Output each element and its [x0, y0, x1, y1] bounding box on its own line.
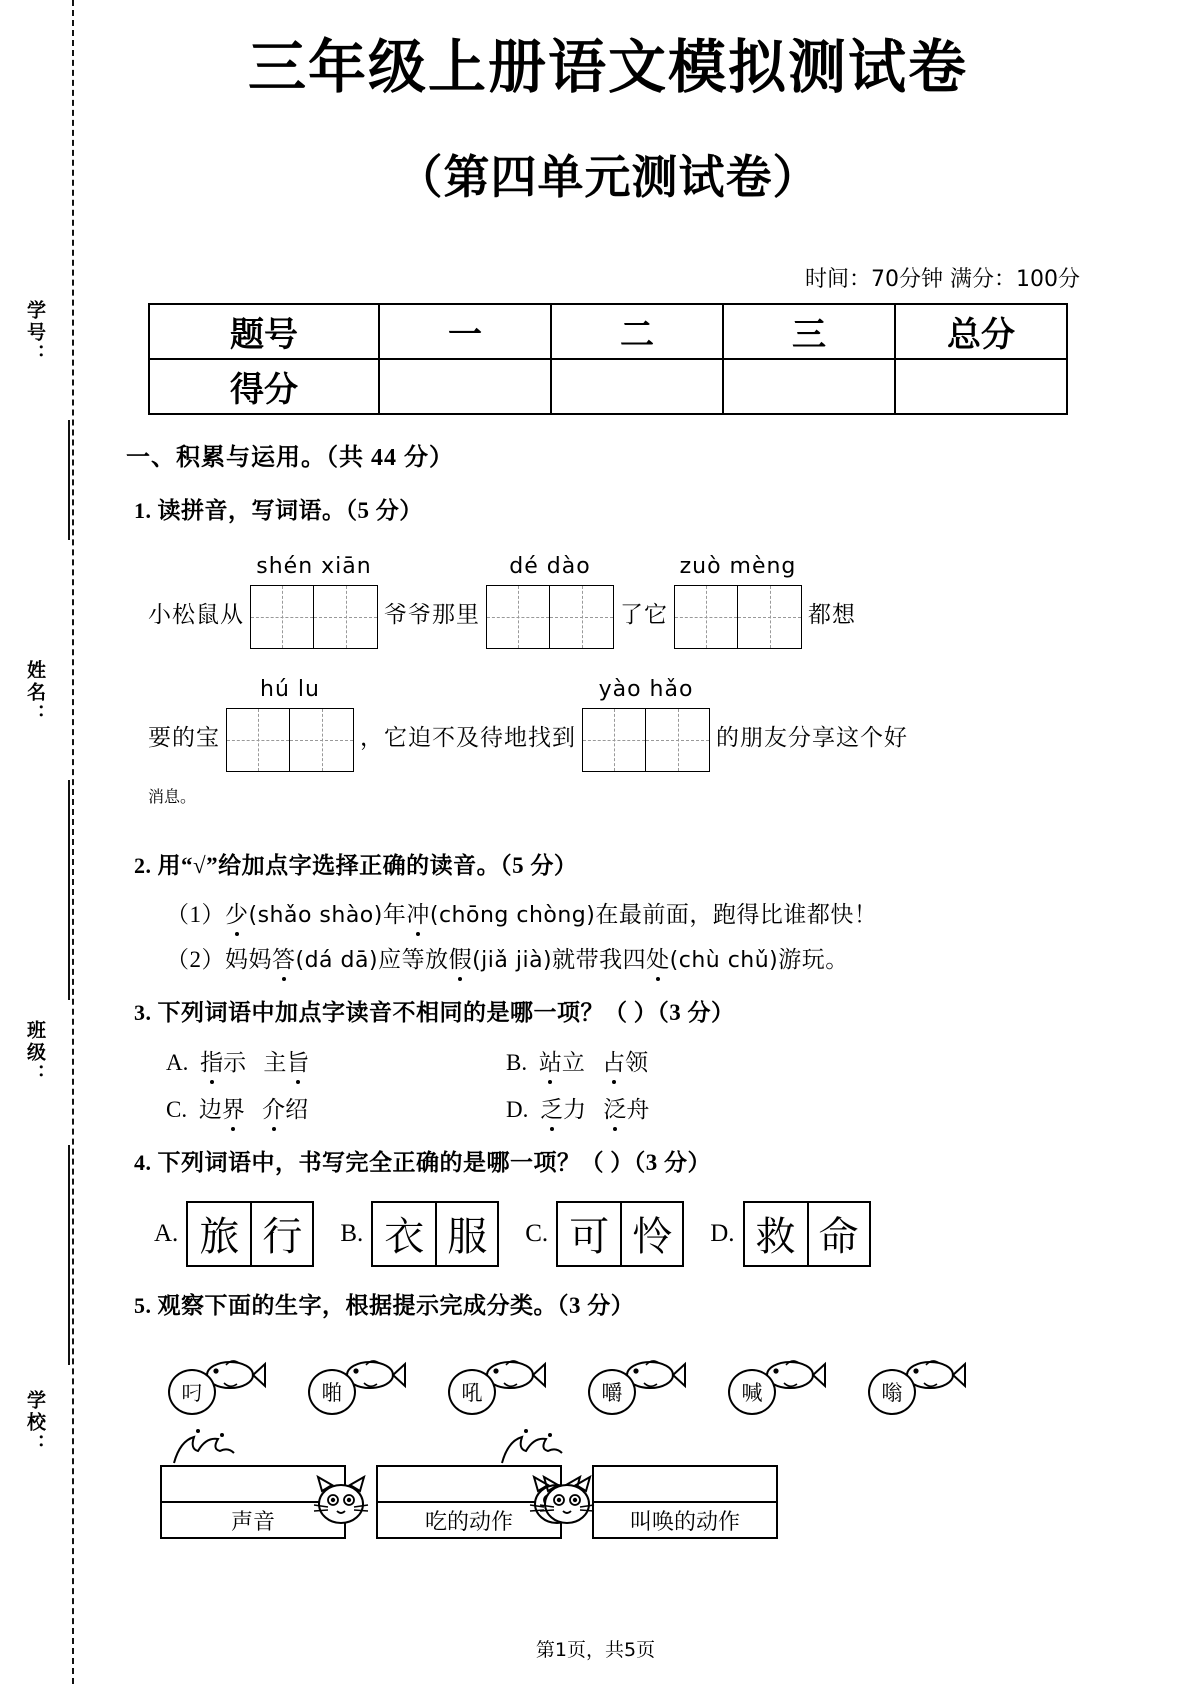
question-4-choice-A[interactable] [154, 1201, 314, 1267]
q1-l2-text-0: 要的宝 [148, 725, 220, 751]
score-col-total: 总分 [895, 304, 1067, 359]
question-3-number: 3. [134, 999, 152, 1025]
question-3-stem: 下列词语中加点字读音不相同的是哪一项？（ ）（3 分） [157, 999, 735, 1025]
question-4-stem: 下列词语中，书写完全正确的是哪一项？（ ）（3 分） [157, 1150, 711, 1176]
option-label: A. [166, 1050, 195, 1076]
sentence-text: 就带我四 [552, 946, 647, 972]
bubble-char: 叼 [168, 1369, 216, 1415]
tianzige-grid[interactable] [486, 585, 614, 649]
word-char: 边 [198, 1097, 222, 1123]
fish-bubble-item[interactable] [580, 1347, 720, 1419]
pinyin-choice[interactable]: (dá dā) [295, 947, 379, 973]
dotted-char: 处 [646, 941, 670, 974]
question-5-fish-bubbles [160, 1347, 1108, 1419]
margin-label-school: 学校： [24, 1390, 46, 1456]
fish-bubble-item[interactable] [720, 1347, 860, 1419]
exam-page [108, 0, 1108, 1684]
category-label: 叫唤的动作 [629, 1509, 740, 1535]
question-5 [134, 1289, 1108, 1324]
cat-icon [536, 1471, 598, 1533]
score-col-3: 三 [723, 304, 895, 359]
word-char: 主 [263, 1050, 287, 1076]
margin-label-student-id: 学号： [24, 300, 46, 366]
word-box-char: 旅 [199, 1214, 240, 1261]
tianzige-cell[interactable] [226, 708, 290, 772]
sub-item-label: （2） [166, 946, 225, 972]
question-3-option-row [166, 1044, 1108, 1077]
question-1-number: 1. [134, 497, 152, 523]
tianzige-cell[interactable] [646, 708, 710, 772]
word-spacer [246, 1050, 263, 1075]
word-spacer [586, 1097, 603, 1122]
score-cell-3[interactable] [723, 359, 895, 414]
option-label: B. [506, 1050, 533, 1076]
word-char: 力 [563, 1097, 587, 1123]
question-2-number: 2. [134, 853, 152, 879]
score-cell-total[interactable] [895, 359, 1067, 414]
pinyin-choice[interactable]: (chù chǔ) [669, 947, 779, 973]
pinyin-label: hú lu [260, 677, 320, 703]
word-char: 领 [625, 1050, 649, 1076]
splash-icon [168, 1427, 238, 1472]
tianzige-cell[interactable] [582, 708, 646, 772]
sentence-text: 游玩。 [778, 946, 849, 972]
page-footer: 第1页，共5页 [535, 1639, 656, 1661]
dotted-char: 站 [539, 1044, 562, 1077]
question-5-category-boxes [160, 1431, 1108, 1541]
option-word [602, 1050, 648, 1075]
sentence-text: 应等放 [378, 946, 449, 972]
question-1-line-3: 消息。 [148, 789, 197, 807]
category-group [376, 1431, 562, 1541]
bubble-char: 啪 [308, 1369, 356, 1415]
pinyin-choice[interactable]: (chōng chòng) [429, 902, 596, 928]
choice-label: C. [525, 1219, 549, 1247]
question-1 [134, 494, 1108, 529]
fish-bubble-item[interactable] [440, 1347, 580, 1419]
option-C[interactable] [166, 1091, 506, 1124]
dotted-char: 假 [449, 941, 473, 974]
option-word [540, 1097, 586, 1122]
margin-rule-1 [68, 420, 70, 540]
category-label: 吃的动作 [424, 1509, 513, 1535]
word-box-char: 命 [807, 1203, 869, 1265]
pinyin-label: yào hǎo [598, 677, 694, 703]
option-word [262, 1097, 308, 1122]
splash-icon [168, 1427, 238, 1467]
question-3-option-row [166, 1091, 1108, 1124]
q1-l1-grid-3[interactable] [486, 554, 614, 649]
margin-label-name: 姓名： [24, 660, 46, 726]
dotted-char: 占 [602, 1044, 625, 1077]
q1-l2-grid-3[interactable] [582, 677, 710, 772]
pinyin-label: zuò mèng [679, 554, 797, 580]
pinyin-label: dé dào [509, 554, 591, 580]
bubble-char: 嚼 [588, 1369, 636, 1415]
dotted-char: 冲 [406, 896, 430, 929]
choice-label: B. [340, 1219, 364, 1247]
question-3 [134, 996, 1108, 1031]
dotted-char: 少 [225, 896, 249, 929]
cat-icon [310, 1471, 372, 1533]
fish-bubble-item[interactable] [860, 1347, 1000, 1419]
question-5-number: 5. [134, 1292, 152, 1318]
word-char: 示 [223, 1050, 247, 1076]
bubble-char: 嗡 [868, 1369, 916, 1415]
sub-item-label: （1） [166, 901, 225, 927]
word-box [743, 1201, 871, 1267]
margin-rule-3 [68, 1145, 70, 1365]
pinyin-choice[interactable]: (shǎo shào) [248, 902, 383, 928]
option-B[interactable] [506, 1044, 846, 1077]
q1-l1-text-2: 爷爷那里 [384, 602, 480, 628]
tianzige-grid[interactable] [674, 585, 802, 649]
choice-label: A. [154, 1219, 179, 1247]
section-heading: 一、积累与运用。（共 44 分） [126, 444, 454, 471]
tianzige-cell[interactable] [486, 585, 550, 649]
question-2-item-2[interactable] [166, 941, 1108, 974]
page-title: 三年级上册语文模拟测试卷 [247, 33, 968, 101]
dotted-char: 答 [272, 941, 296, 974]
fish-bubble-item[interactable] [160, 1347, 300, 1419]
option-A[interactable] [166, 1044, 506, 1077]
cat-icon [310, 1471, 372, 1538]
tianzige-cell[interactable] [314, 585, 378, 649]
word-char: 舟 [626, 1097, 650, 1123]
question-5-stem: 观察下面的生字，根据提示完成分类。（3 分） [157, 1292, 635, 1318]
option-word [539, 1050, 585, 1075]
category-label: 声音 [230, 1509, 275, 1535]
fish-bubble-item[interactable] [300, 1347, 440, 1419]
margin-labels [22, 0, 74, 1684]
word-box [186, 1201, 314, 1267]
cat-icon [536, 1471, 598, 1538]
q1-l2-text-2: ，它迫不及待地找到 [360, 725, 576, 751]
question-2-item-1[interactable] [166, 896, 1108, 929]
tianzige-cell[interactable] [738, 585, 802, 649]
option-word [603, 1097, 649, 1122]
category-group [160, 1431, 346, 1541]
word-box-char: 救 [755, 1214, 796, 1261]
question-2-stem: 用“√”给加点字选择正确的读音。（5 分） [157, 853, 578, 879]
question-4-choice-C[interactable] [525, 1201, 684, 1267]
q1-l1-text-4: 了它 [620, 602, 668, 628]
pinyin-label: shén xiān [256, 554, 372, 580]
word-box-char: 行 [250, 1203, 312, 1265]
pinyin-choice[interactable]: (jiǎ jià) [472, 947, 553, 973]
q1-l1-text-6: 都想 [808, 602, 856, 628]
sentence-text: 年 [382, 901, 407, 927]
q1-l2-grid-1[interactable] [226, 677, 354, 772]
question-1-stem: 读拼音，写词语。（5 分） [157, 497, 423, 523]
table-row-score [149, 359, 1067, 414]
score-cell-2[interactable] [551, 359, 723, 414]
category-answer-area[interactable] [594, 1467, 776, 1503]
tianzige-grid[interactable] [250, 585, 378, 649]
dotted-char: 乏 [540, 1091, 563, 1124]
tianzige-grid[interactable] [582, 708, 710, 772]
page-subtitle: （第四单元测试卷） [396, 149, 820, 204]
word-box-char: 可 [569, 1214, 610, 1261]
word-spacer [245, 1097, 262, 1122]
question-4-choices [154, 1201, 1108, 1267]
bubble-char: 喊 [728, 1369, 776, 1415]
question-2 [134, 849, 1108, 884]
dotted-char: 泛 [603, 1091, 626, 1124]
question-3-options [108, 1044, 1108, 1124]
option-word [199, 1097, 245, 1122]
bubble-char: 吼 [448, 1369, 496, 1415]
dotted-char: 介 [262, 1091, 285, 1124]
score-col-1: 一 [379, 304, 551, 359]
dotted-char: 旨 [286, 1044, 309, 1077]
option-word [200, 1050, 246, 1075]
question-4-choice-D[interactable] [710, 1201, 870, 1267]
q1-l1-grid-1[interactable] [250, 554, 378, 649]
option-word [263, 1050, 309, 1075]
question-1-line-1 [148, 554, 1108, 649]
tianzige-cell[interactable] [550, 585, 614, 649]
word-box-char: 衣 [384, 1214, 425, 1261]
sentence-text: 妈妈 [225, 946, 272, 972]
word-box-char: 服 [435, 1203, 497, 1265]
question-1-writing-area [108, 554, 1108, 827]
option-label: C. [166, 1097, 193, 1123]
score-col-2: 二 [551, 304, 723, 359]
score-row-label-tihao: 题号 [149, 304, 379, 359]
word-char: 立 [561, 1050, 585, 1076]
word-box [371, 1201, 499, 1267]
question-4-number: 4. [134, 1150, 152, 1176]
choice-label: D. [710, 1219, 735, 1247]
splash-icon [496, 1427, 566, 1472]
option-label: D. [506, 1097, 535, 1123]
table-row-header [149, 304, 1067, 359]
option-D[interactable] [506, 1091, 846, 1124]
question-4-choice-B[interactable] [340, 1201, 499, 1267]
category-group [592, 1431, 778, 1541]
tianzige-cell[interactable] [674, 585, 738, 649]
word-spacer [585, 1050, 602, 1075]
exam-meta: 时间：70分钟 满分：100分 [805, 266, 1080, 292]
score-table [148, 303, 1068, 415]
word-box-char: 怜 [620, 1203, 682, 1265]
score-row-label-defen: 得分 [149, 359, 379, 414]
score-cell-1[interactable] [379, 359, 551, 414]
margin-rule-2 [68, 780, 70, 1000]
question-1-line-2 [148, 677, 1108, 772]
tianzige-grid[interactable] [226, 708, 354, 772]
sentence-text: 在最前面，跑得比谁都快！ [595, 901, 878, 927]
q1-l1-text-0: 小松鼠从 [148, 602, 244, 628]
q1-l1-grid-5[interactable] [674, 554, 802, 649]
q1-l2-text-4: 的朋友分享这个好 [716, 725, 908, 751]
margin-label-class: 班级： [24, 1020, 46, 1086]
question-4 [134, 1146, 1108, 1181]
tianzige-cell[interactable] [250, 585, 314, 649]
word-char: 绍 [285, 1097, 309, 1123]
dotted-char: 界 [222, 1091, 245, 1124]
dotted-char: 指 [200, 1044, 223, 1077]
tianzige-cell[interactable] [290, 708, 354, 772]
category-box[interactable] [592, 1465, 778, 1539]
word-box [556, 1201, 684, 1267]
splash-icon [496, 1427, 566, 1467]
